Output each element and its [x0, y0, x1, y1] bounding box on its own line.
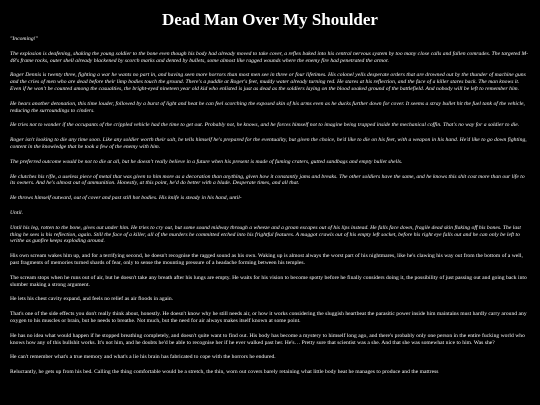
story-paragraph: Roger Dennis is twenty three, fighting a war he wants no part in, and having seen more horrors than most men see in three or four lifetimes. His colonel yells desperate orders that are drowned out by the thunder of machine guns and the cries of men who are dead before their limp bodies touch the ground. There's a puddle at Roger's feet, muddy water already turning red. He stares at his reflection, and the face of a killer stares back. The man knows it. Even if he won't be counted among the casualties, the bright-eyed nineteen year old kid who enlisted is just as dead as the soldiers laying on the blood soaked ground of the battlefield. And nobody will be left to remember him. [10, 72, 526, 92]
story-paragraph: He throws himself outward, out of cover and past still hot bodies. His knife is steady in his hand, until- [10, 195, 242, 202]
story-body [10, 36, 530, 376]
story-paragraph: He clutches his rifle, a useless piece of metal that was given to him more as a decoration than anything, given how it constantly jams and breaks. The other soldiers have the same, and he knows this shit cost more than our life to its owners. And he's almost out of ammunition. Honestly, at this point, he'd do better with a blade. Desperate times, and all that. [10, 173, 525, 187]
story-paragraph: He has no idea what would happen if he stopped breathing completely, and doesn't quite want to find out. His body has become a mystery to himself long ago, and there's probably only one person in the entire fucking world who knows how any of this bullshit works. It's not him, and he doubts he'd be able to recognise her if he ever walked past her. He's… Pretty sure that scientist was a she. And that she was somewhat nice to him. Was she? [10, 332, 525, 346]
story-paragraph: The preferred outcome would be not to die at all, but he doesn't really believe in a future when his present is made of fuming craters, gutted sandbags and empty bullet shells. [10, 158, 403, 165]
story-paragraph: His own scream wakes him up, and for a terrifying second, he doesn't recognise the ragged sound as his own. Waking up is almost always the worst part of his nightmares, like he's clawing his way out from the bottom of a well, past fragments of memories turned shards of fear, only to sense the mounting pressure of a headache forming between his temples. [10, 253, 523, 266]
story-paragraph: He can't remember what's a true memory and what's a lie his brain has fabricated to cope with the horrors he endured. [10, 354, 276, 361]
story-title: Dead Man Over My Shoulder [162, 10, 378, 29]
story-paragraph: Roger isn't looking to die any time soon. Like any soldier worth their salt, he tells himself he's prepared for the eventuality, but given the choice, he'd like to die on his feet, with a weapon in his hand. He'd like to go down fighting, content in the knowledge that he took a few of the enemy with him. [10, 137, 527, 150]
story-paragraph: He hears another detonation, this time louder, followed by a burst of light and heat he can feel scorching the exposed skin of his arms even as he ducks further down for cover. It seems a stray bullet hit the fuel tank of the vehicle, reducing the surroundings to cinders. [10, 100, 525, 114]
story-paragraph: He lets his chest cavity expand, and feels no relief as air floods in again. [10, 296, 174, 303]
story-paragraph: He tries not to wonder if the occupants of the crippled vehicle had the time to get out. Probably not, he knows, and he forces himself not to imagine being trapped inside the mechanical coffin. That's no way for a soldier to die. [10, 122, 520, 129]
story-paragraph: Reluctantly, he gets up from his bed. Calling the thing comfortable would be a stretch, the thin, worn out covers barely retaining what little body heat he manages to produce and the mattress [10, 369, 439, 376]
story-paragraph: Until. [10, 209, 24, 216]
story-paragraph: The explosion is deafening, shaking the young soldier to the bone even though his body had already moved to take cover, a reflex baked into his central nervous system by too many close calls and fallen comrades. The targeted M-48's frame rocks, outer shell already blackened by scorch marks and dented by bullets, some almost like ragged wounds where the enemy fire had penetrated the armor. [10, 50, 529, 64]
story-paragraph: Until his leg, rotten to the bone, gives out under him. He tries to cry out, but some sound midway through a wheeze and a groan escapes out of his lips instead. He falls face down, fragile dead skin flaking off his bones. The last thing he sees is his reflection, again. Still the face of a killer, all of the murders he committed etched into his frightful features. A maggot crawls out of his empty left socket, before his right eye falls out and he can only be left to writhe as gunfire keeps exploding around. [10, 224, 521, 245]
story-paragraph: That's one of the side effects you don't really think about, honestly. He doesn't know why he still needs air, or how it works considering the sluggish heartbeat the parasitic power inside him maintains must hardly carry around any oxygen to his muscles or brain, but he needs to breathe. Not much, but the need for air always makes itself known at some point. [10, 311, 527, 324]
story-paragraph: "Incoming!" [10, 36, 38, 42]
story-paragraph: The scream stops when he runs out of air, but he doesn't take any breath after his lungs are empty. He waits for his vision to become spotty before he finally considers doing it, the possibility of just passing out and going back into slumber making a strong argument. [10, 274, 527, 288]
